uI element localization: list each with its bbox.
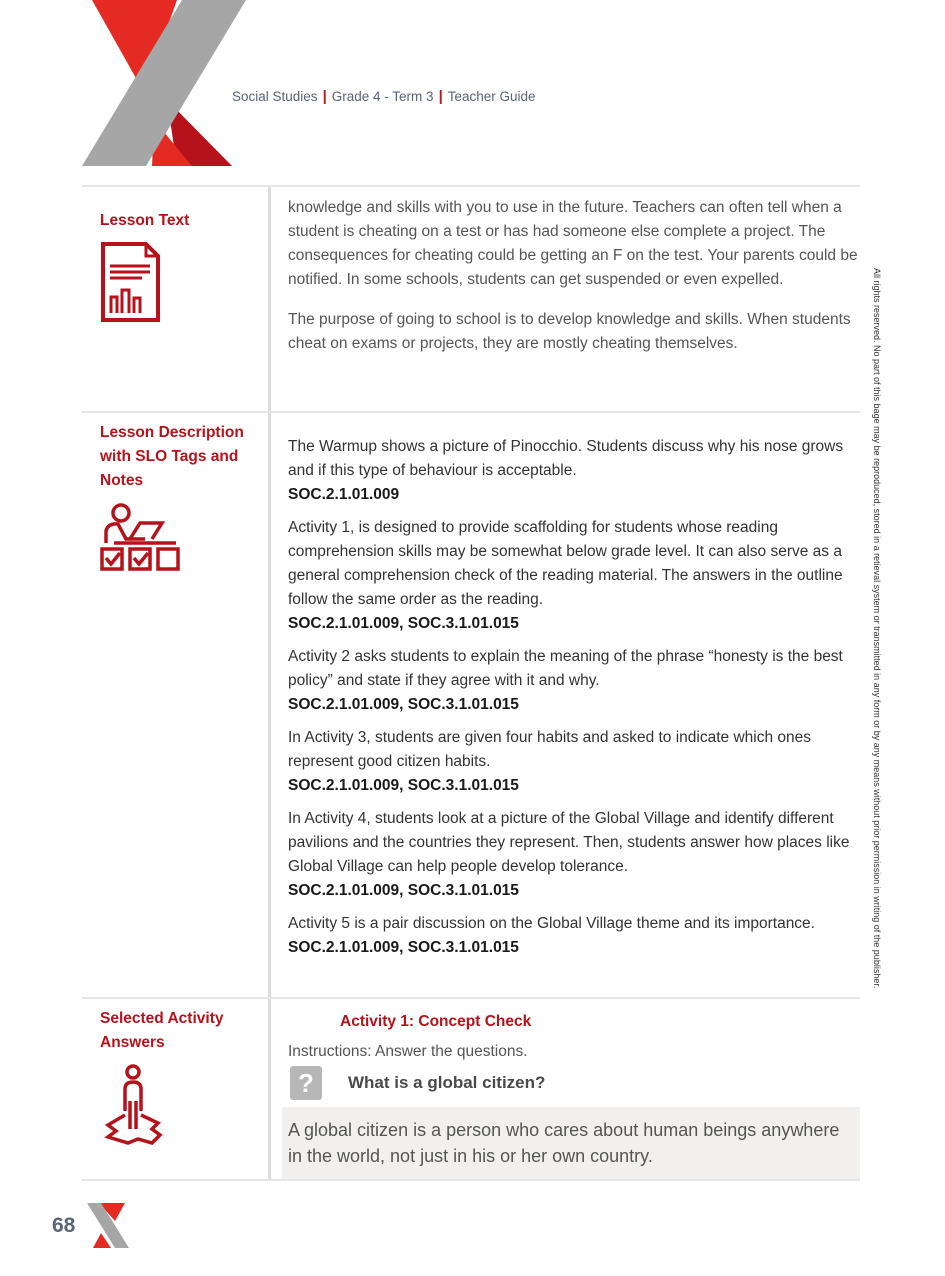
row-lesson-description	[82, 411, 860, 997]
description-text: Activity 2 asks students to explain the meaning of the phrase “honesty is the best policy” and state if they agree with it and why.	[288, 648, 843, 689]
header-separator: |	[322, 88, 327, 105]
slo-tag: SOC.2.1.01.009, SOC.3.1.01.015	[288, 615, 519, 632]
person-globe-icon	[100, 1063, 166, 1147]
description-text: In Activity 3, students are given four habits and asked to indicate which ones represent good citizen habits.	[288, 729, 812, 770]
activity-instructions: Instructions: Answer the questions.	[288, 1043, 528, 1060]
page-number: 68	[52, 1214, 76, 1237]
slo-tag: SOC.2.1.01.009, SOC.3.1.01.015	[288, 939, 519, 956]
row-selected-answers	[82, 997, 860, 1181]
brand-logo-bottom	[87, 1203, 129, 1248]
description-item	[288, 807, 860, 903]
description-text: Activity 5 is a pair discussion on the Global Village theme and its importance.	[288, 915, 815, 932]
slo-tag: SOC.2.1.01.009	[288, 486, 400, 503]
copyright-notice	[872, 268, 882, 1008]
description-item	[288, 516, 860, 636]
slo-tag: SOC.2.1.01.009, SOC.3.1.01.015	[288, 696, 519, 713]
description-text: Activity 1, is designed to provide scaffolding for students whose reading comprehension skills may be somewhat below grade level. It can also serve as a general comprehension check of the reading material. The answers in the outline follow the same order as the reading.	[288, 519, 843, 608]
teacher-checklist-icon	[100, 501, 184, 573]
header-breadcrumb	[232, 88, 536, 105]
header-guide: Teacher Guide	[447, 89, 536, 104]
question-text: What is a global citizen?	[348, 1073, 546, 1092]
header-separator: |	[438, 88, 443, 105]
description-item	[288, 645, 860, 717]
description-text: In Activity 4, students look at a picture of the Global Village and identify different pavilions and the countries they represent. Then, students answer how places like Global Village can help people develop tolerance.	[288, 810, 850, 875]
description-text: The Warmup shows a picture of Pinocchio. Students discuss why his nose grows and if this type of behaviour is acceptable.	[288, 438, 844, 479]
slo-tag: SOC.2.1.01.009, SOC.3.1.01.015	[288, 777, 519, 794]
brand-logo-top	[82, 0, 246, 166]
question-row	[288, 1065, 860, 1101]
question-mark-icon: ?	[290, 1066, 322, 1100]
description-item	[288, 912, 860, 960]
description-item	[288, 726, 860, 798]
lesson-table	[82, 185, 860, 1181]
answer-box: A global citizen is a person who cares about human beings anywhere in the world, not just in his or her own country.	[282, 1107, 860, 1179]
document-chart-icon	[100, 241, 162, 323]
activity-title: Activity 1: Concept Check	[340, 1013, 532, 1030]
lesson-text-paragraph: knowledge and skills with you to use in the future. Teachers can often tell when a student is cheating on a test or has had someone else complete a project. The consequences for cheating could be getting an F on the test. Your parents could be notified. In some schools, students can get suspended or even expelled.	[288, 199, 858, 288]
header-grade-term: Grade 4 - Term 3	[331, 89, 434, 104]
header-subject: Social Studies	[232, 89, 318, 104]
section-label-selected-answers: Selected Activity Answers	[100, 1010, 224, 1051]
slo-tag: SOC.2.1.01.009, SOC.3.1.01.015	[288, 882, 519, 899]
copyright-text: All rights reserved. No part of this bage may be reproduced, stored in a retieval system or transmitted in any form or by any means without prior permission in writing of the publisher.	[872, 268, 882, 989]
lesson-text-paragraph: The purpose of going to school is to develop knowledge and skills. When students cheat on exams or projects, they are mostly cheating themselves.	[288, 311, 851, 352]
section-label-lesson-text: Lesson Text	[100, 212, 190, 229]
description-item	[288, 435, 860, 507]
section-label-lesson-description: Lesson Description with SLO Tags and Notes	[100, 424, 244, 489]
row-lesson-text	[82, 185, 860, 411]
